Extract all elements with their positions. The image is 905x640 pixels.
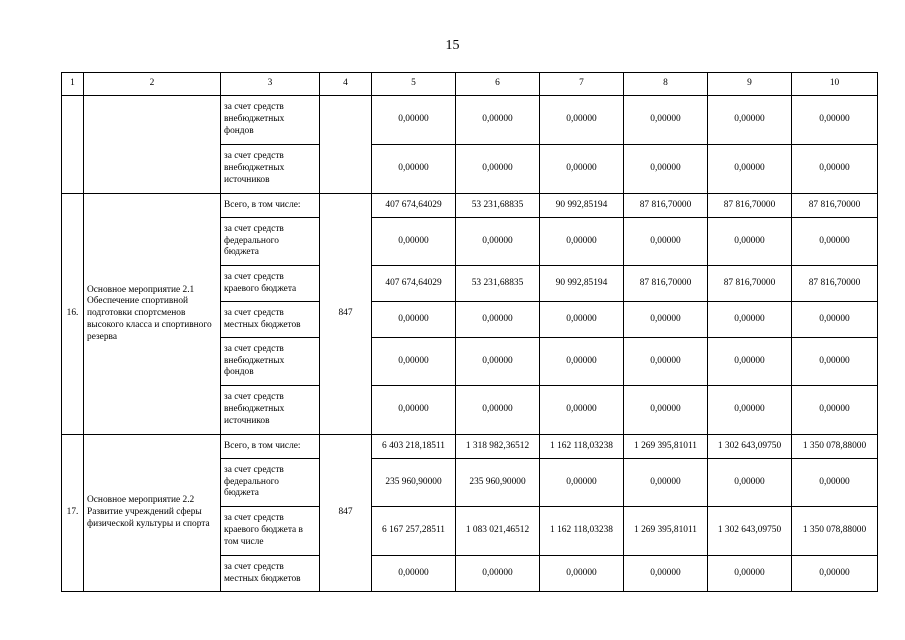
column-header: 6 [456, 73, 540, 96]
funding-source-cell: за счет средств внебюджетных фондов [221, 338, 320, 386]
value-cell: 0,00000 [708, 145, 792, 194]
value-cell: 0,00000 [540, 218, 624, 266]
value-cell: 53 231,68835 [456, 194, 540, 218]
value-cell: 0,00000 [624, 556, 708, 592]
value-cell: 0,00000 [372, 302, 456, 338]
funding-source-cell: за счет средств местных бюджетов [221, 556, 320, 592]
table-row [62, 96, 878, 145]
column-header: 4 [320, 73, 372, 96]
value-cell: 90 992,85194 [540, 266, 624, 302]
row-number-cell: 16. [62, 194, 84, 435]
value-cell: 0,00000 [372, 556, 456, 592]
value-cell: 87 816,70000 [792, 266, 878, 302]
value-cell: 87 816,70000 [708, 266, 792, 302]
table-row [62, 435, 878, 459]
value-cell: 0,00000 [456, 386, 540, 435]
column-header: 3 [221, 73, 320, 96]
value-cell: 0,00000 [372, 386, 456, 435]
value-cell: 0,00000 [372, 338, 456, 386]
value-cell: 0,00000 [708, 459, 792, 507]
value-cell: 0,00000 [540, 556, 624, 592]
value-cell: 0,00000 [372, 145, 456, 194]
code-cell [320, 96, 372, 194]
row-number-cell: 17. [62, 435, 84, 592]
value-cell: 0,00000 [708, 386, 792, 435]
value-cell: 0,00000 [624, 386, 708, 435]
value-cell: 0,00000 [372, 96, 456, 145]
funding-source-cell: за счет средств краевого бюджета [221, 266, 320, 302]
value-cell: 0,00000 [540, 302, 624, 338]
column-header: 7 [540, 73, 624, 96]
value-cell: 407 674,64029 [372, 266, 456, 302]
value-cell: 87 816,70000 [708, 194, 792, 218]
code-cell: 847 [320, 435, 372, 592]
value-cell: 0,00000 [624, 302, 708, 338]
column-header: 1 [62, 73, 84, 96]
value-cell: 0,00000 [624, 459, 708, 507]
value-cell: 0,00000 [624, 338, 708, 386]
funding-source-cell: за счет средств местных бюджетов [221, 302, 320, 338]
row-number-cell [62, 96, 84, 194]
funding-source-cell: за счет средств краевого бюджета в том числе [221, 507, 320, 556]
budget-table [61, 72, 878, 592]
column-header: 5 [372, 73, 456, 96]
value-cell: 0,00000 [792, 338, 878, 386]
value-cell: 1 162 118,03238 [540, 507, 624, 556]
value-cell: 0,00000 [456, 556, 540, 592]
value-cell: 90 992,85194 [540, 194, 624, 218]
value-cell: 1 269 395,81011 [624, 507, 708, 556]
value-cell: 0,00000 [708, 218, 792, 266]
value-cell: 0,00000 [540, 338, 624, 386]
value-cell: 0,00000 [624, 96, 708, 145]
value-cell: 1 083 021,46512 [456, 507, 540, 556]
column-header: 10 [792, 73, 878, 96]
value-cell: 0,00000 [456, 145, 540, 194]
value-cell: 1 269 395,81011 [624, 435, 708, 459]
value-cell: 0,00000 [708, 96, 792, 145]
value-cell: 0,00000 [624, 145, 708, 194]
funding-source-cell: Всего, в том числе: [221, 435, 320, 459]
funding-source-cell: за счет средств федерального бюджета [221, 218, 320, 266]
value-cell: 0,00000 [792, 145, 878, 194]
measure-name-cell: Основное мероприятие 2.2 Развитие учреждений сферы физической культуры и спорта [84, 435, 221, 592]
value-cell: 6 403 218,18511 [372, 435, 456, 459]
code-cell: 847 [320, 194, 372, 435]
value-cell: 1 350 078,88000 [792, 435, 878, 459]
funding-source-cell: за счет средств федерального бюджета [221, 459, 320, 507]
page-number: 15 [445, 38, 460, 53]
value-cell: 0,00000 [792, 96, 878, 145]
funding-source-cell: Всего, в том числе: [221, 194, 320, 218]
value-cell: 0,00000 [540, 96, 624, 145]
value-cell: 0,00000 [708, 338, 792, 386]
value-cell: 235 960,90000 [456, 459, 540, 507]
value-cell: 53 231,68835 [456, 266, 540, 302]
value-cell: 87 816,70000 [624, 194, 708, 218]
value-cell: 0,00000 [792, 556, 878, 592]
value-cell: 0,00000 [456, 218, 540, 266]
funding-source-cell: за счет средств внебюджетных источников [221, 145, 320, 194]
value-cell: 0,00000 [792, 302, 878, 338]
value-cell: 87 816,70000 [792, 194, 878, 218]
column-numbers-row [62, 73, 878, 96]
value-cell: 6 167 257,28511 [372, 507, 456, 556]
column-header: 8 [624, 73, 708, 96]
value-cell: 0,00000 [456, 96, 540, 145]
funding-source-cell: за счет средств внебюджетных фондов [221, 96, 320, 145]
value-cell: 1 350 078,88000 [792, 507, 878, 556]
value-cell: 0,00000 [792, 386, 878, 435]
value-cell: 1 162 118,03238 [540, 435, 624, 459]
measure-name-cell: Основное мероприятие 2.1 Обеспечение спортивной подготовки спортсменов высокого класса и спортивного резерва [84, 194, 221, 435]
value-cell: 0,00000 [708, 302, 792, 338]
value-cell: 0,00000 [792, 459, 878, 507]
column-header: 2 [84, 73, 221, 96]
value-cell: 1 302 643,09750 [708, 507, 792, 556]
value-cell: 0,00000 [456, 338, 540, 386]
value-cell: 0,00000 [624, 218, 708, 266]
value-cell: 235 960,90000 [372, 459, 456, 507]
value-cell: 0,00000 [540, 145, 624, 194]
table-row [62, 194, 878, 218]
value-cell: 87 816,70000 [624, 266, 708, 302]
value-cell: 0,00000 [540, 386, 624, 435]
measure-name-cell [84, 96, 221, 194]
column-header: 9 [708, 73, 792, 96]
value-cell: 1 318 982,36512 [456, 435, 540, 459]
value-cell: 0,00000 [708, 556, 792, 592]
funding-source-cell: за счет средств внебюджетных источников [221, 386, 320, 435]
value-cell: 0,00000 [792, 218, 878, 266]
value-cell: 0,00000 [372, 218, 456, 266]
value-cell: 407 674,64029 [372, 194, 456, 218]
value-cell: 0,00000 [456, 302, 540, 338]
value-cell: 1 302 643,09750 [708, 435, 792, 459]
value-cell: 0,00000 [540, 459, 624, 507]
